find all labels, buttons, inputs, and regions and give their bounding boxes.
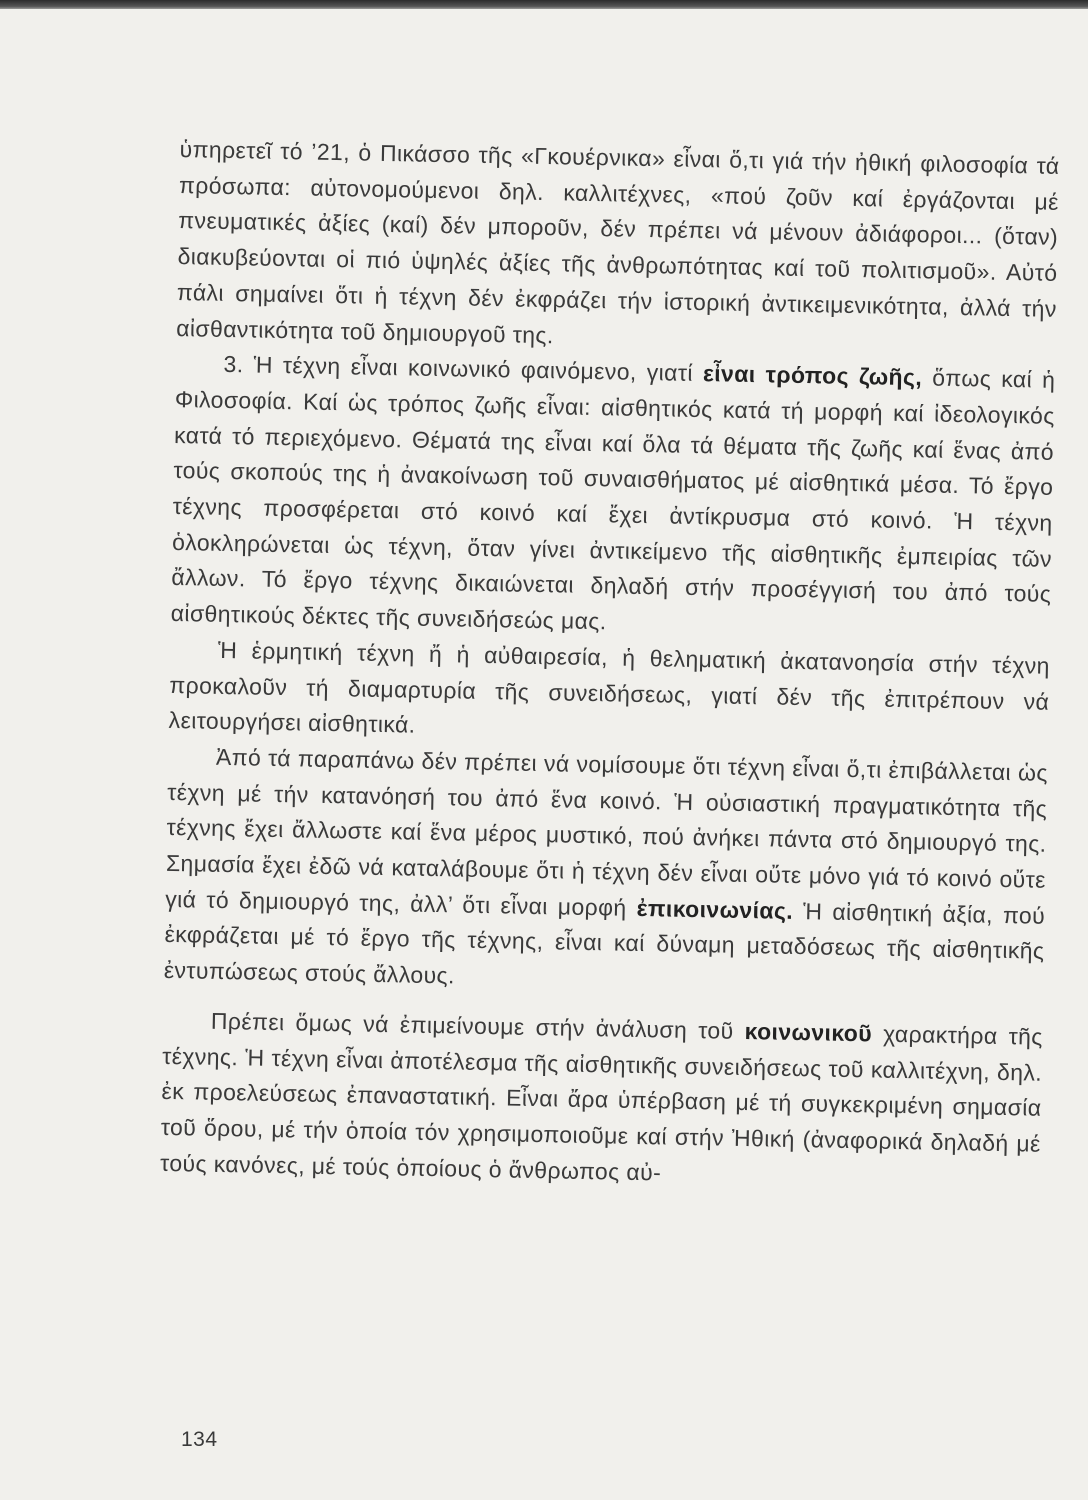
paragraph-4: [164, 739, 1049, 1006]
paragraph-2: [170, 346, 1055, 648]
text-segment: χαρακτήρα τῆς τέχνης. Ἡ τέχνη εἶναι ἀποτέλεσμα τῆς αἰσθητικῆς συνειδήσεως τοῦ καλλιτέχνη, δηλ. ἐκ προελεύσεως ἐπαναστατική. Εἶναι ἄρα ὑπέρβαση μέ τή συγκεκριμένη σημασία τοῦ ὅρου, μέ τήν ὁποία τόν χρησιμοποιοῦμε καί στήν Ἠθική (ἀναφορικά δηλαδή μέ τούς κανόνες, μέ τούς ὁποίους ὁ ἄνθρωπος αὐ-: [159, 1020, 1044, 1186]
bold-phrase: ἐπικοινωνίας.: [636, 894, 794, 924]
text-segment: ὑπηρετεῖ τό ’21, ὁ Πικάσσο τῆς «Γκουέρνικα» εἶναι ὅ,τι γιά τήν ἠθική φιλοσοφία τά πρόσωπα: αὐτονομούμενοι δηλ. καλλιτέχνες, «πού ζοῦν καί ἐργάζονται μέ πνευματικές ἀξίες (καί) δέν μποροῦν, δέν πρέπει νά μένουν ἀδιάφοροι... (ὅταν) διακυβεύονται οἱ πιό ὑψηλές ἀξίες τῆς ἀνθρωπότητας καί τοῦ πολιτισμοῦ». Αὐτό πάλι σημαίνει ὅτι ἡ τέχνη δέν ἐκφράζει τήν ἱστορική ἀντικειμενικότητα, ἀλλά τήν αἰσθαντικότητα τοῦ δημιουργοῦ της.: [175, 135, 1060, 348]
paragraph-1: [176, 132, 1060, 363]
paragraph-5: [160, 1003, 1043, 1198]
text-segment: Πρέπει ὅμως νά ἐπιμείνουμε στήν ἀνάλυση τοῦ: [210, 1007, 745, 1044]
scan-top-edge: [0, 0, 1088, 9]
page-number: 134: [181, 1428, 218, 1451]
text-segment: Ἡ αἰσθητική ἀξία, πού ἐκφράζεται μέ τό ἔργο τῆς τέχνης, εἶναι καί δύναμη μεταδόσεως τῆς αἰσθητικῆς ἐντυπώσεως στούς ἄλλους.: [163, 897, 1046, 989]
text-segment: ὅπως καί ἡ Φιλοσοφία. Καί ὡς τρόπος ζωῆς εἶναι: αἰσθητικός κατά τή μορφή καί ἰδεολογικός κατά τό περιεχόμενο. Θέματά της εἶναι καί ὅλα τά θέματα τῆς ζωῆς καί ἕνας ἀπό τούς σκοπούς της ἡ ἀνακοίνωση τοῦ συναισθήματος μέ αἰσθητικά μέσα. Τό ἔργο τέχνης προσφέρεται στό κοινό καί ἔχει ἀντίκρυσμα στό κοινό. Ἡ τέχνη ὁλοκληρώνεται ὡς τέχνη, ὅταν γίνει ἀντικείμενο τῆς αἰσθητικῆς ἐμπειρίας τῶν ἄλλων. Τό ἔργο τέχνης δικαιώνεται δηλαδή στήν προσέγγισή του ἀπό τούς αἰσθητικούς δέκτες τῆς συνειδήσεώς μας.: [170, 364, 1056, 635]
bold-phrase: εἶναι τρόπος ζωῆς,: [702, 360, 923, 391]
paragraph-3: [168, 632, 1050, 756]
body-text: [160, 132, 1060, 1198]
bold-phrase: κοινωνικοῦ: [744, 1017, 873, 1047]
text-segment: Ἡ ἑρμητική τέχνη ἤ ἡ αὐθαιρεσία, ἡ θεληματική ἀκατανοησία στήν τέχνη προκαλοῦν τή διαμαρτυρία τῆς συνειδήσεως, γιατί δέν τῆς ἐπιτρέπουν νά λειτουργήσει αἰσθητικά.: [168, 636, 1051, 738]
text-segment: Ἀπό τά παραπάνω δέν πρέπει νά νομίσουμε ὅτι τέχνη εἶναι ὅ,τι ἐπιβάλλεται ὡς τέχνη μέ τήν κατανόησή του ἀπό ἕνα κοινό. Ἡ οὐσιαστική πραγματικότητα τῆς τέχνης ἔχει ἄλλωστε καί ἕνα μέρος μυστικό, πού ἀνήκει πάντα στό δημιουργό της. Σημασία ἔχει ἐδῶ νά καταλάβουμε ὅτι ἡ τέχνη δέν εἶναι οὔτε μόνο γιά τό κοινό οὔτε γιά τό δημιουργό της, ἀλλ’ ὅτι εἶναι μορφή: [165, 743, 1049, 921]
text-segment: 3. Ἡ τέχνη εἶναι κοινωνικό φαινόμενο, γιατί: [223, 351, 704, 387]
book-page: [155, 132, 1059, 1429]
